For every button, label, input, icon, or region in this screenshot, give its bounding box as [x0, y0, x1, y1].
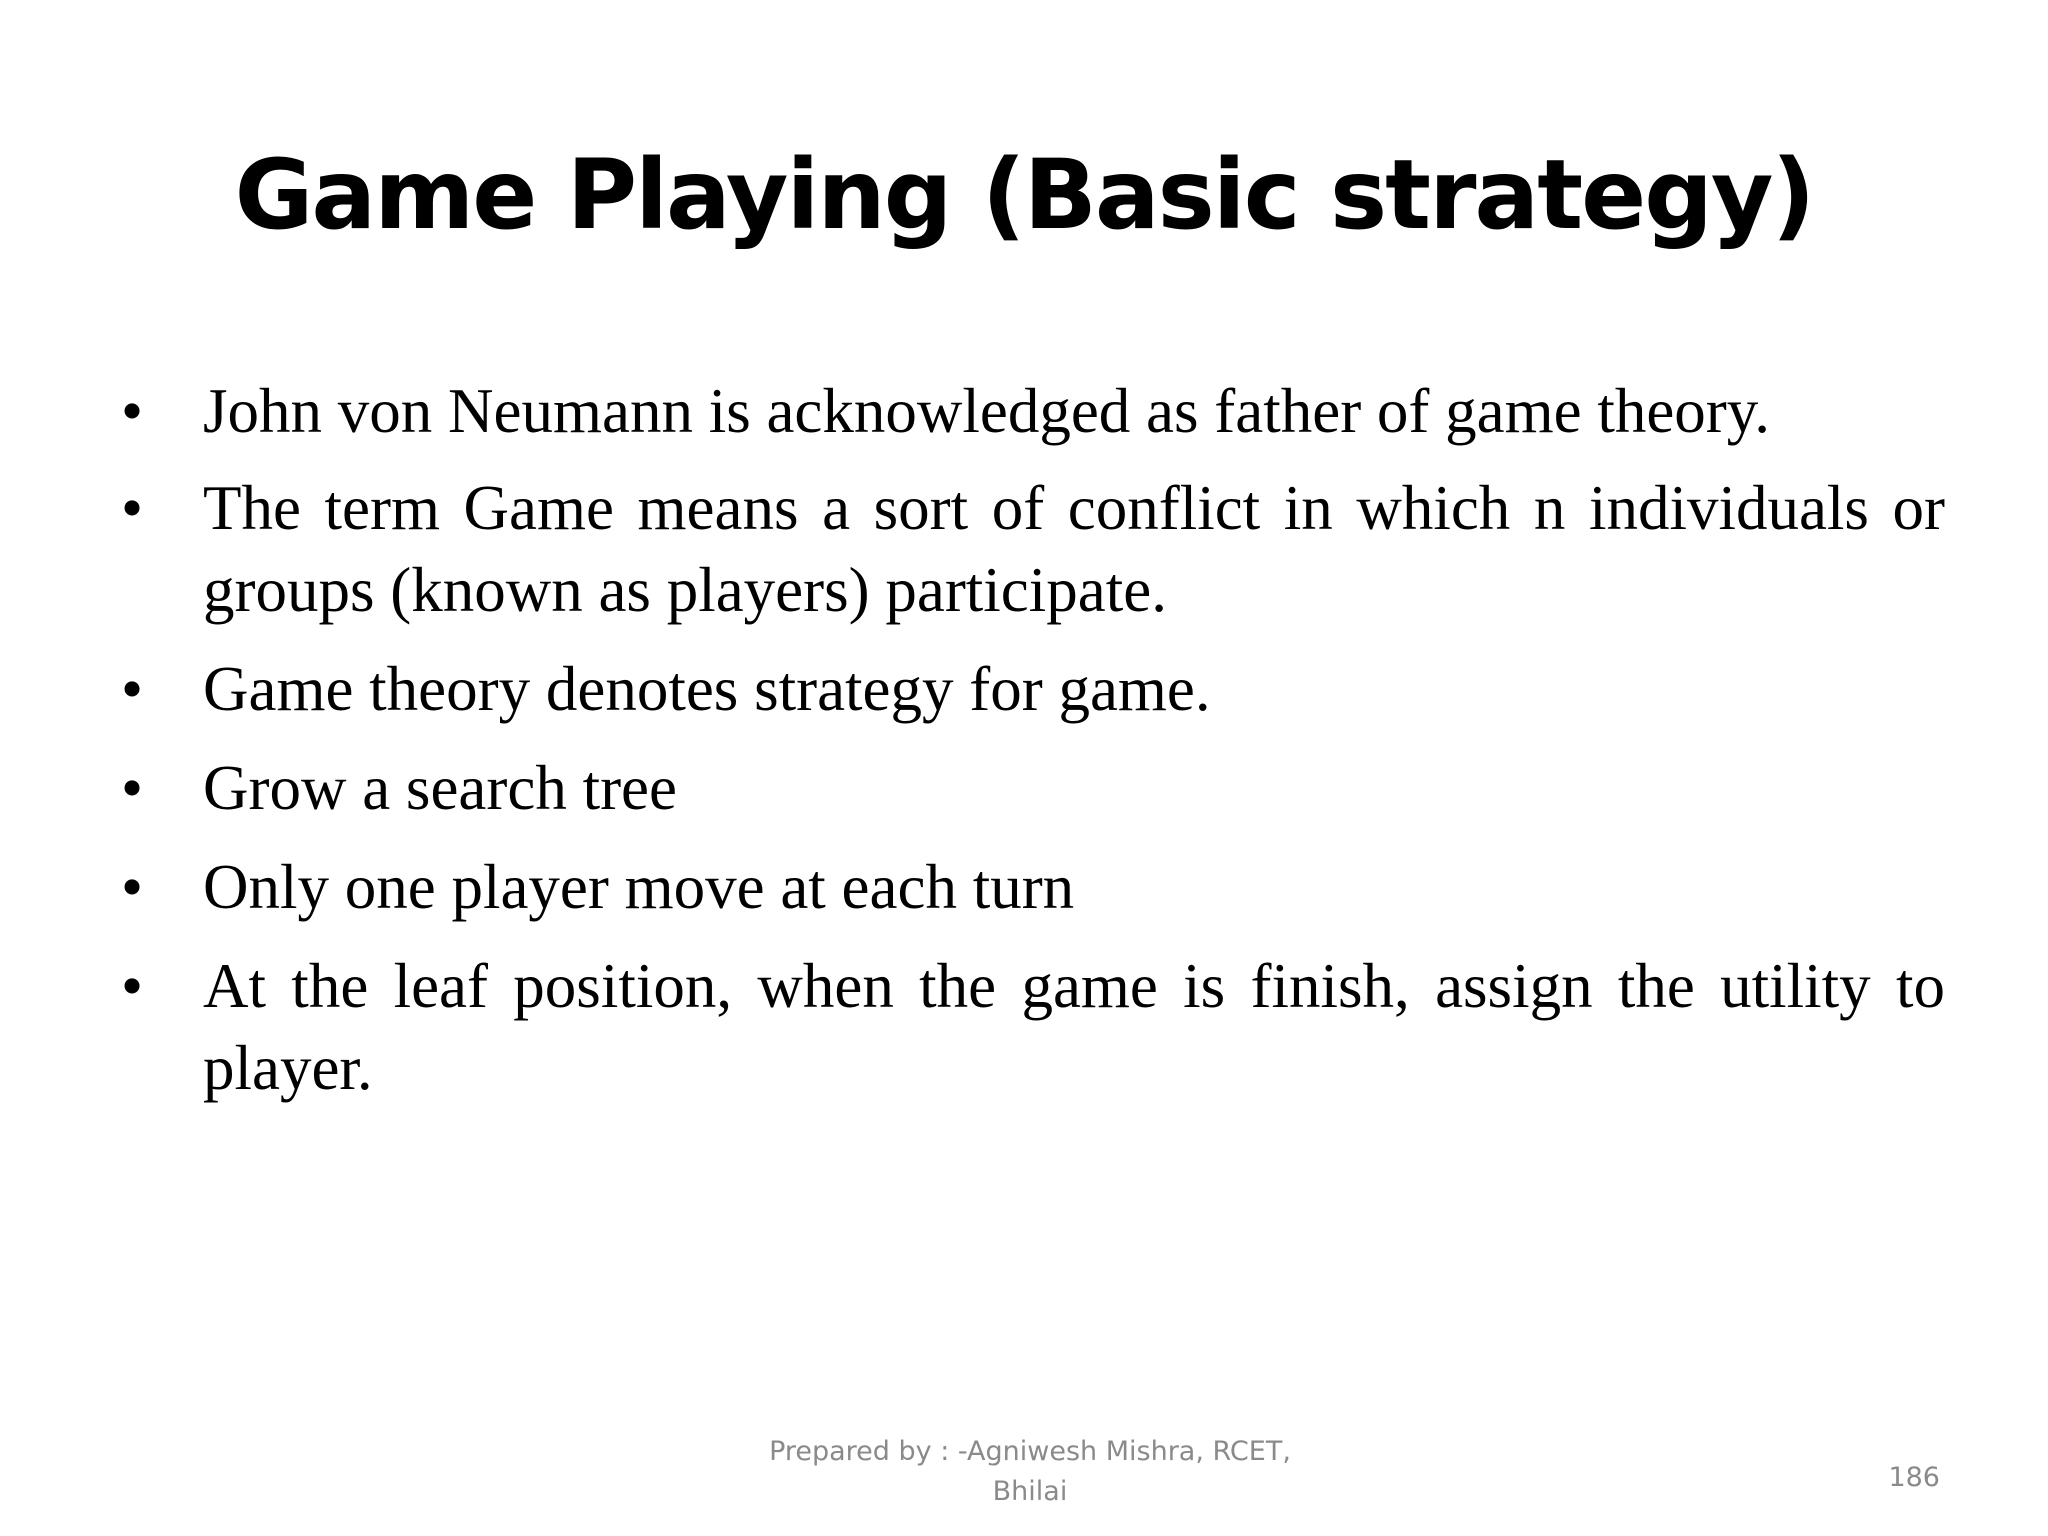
bullet-text: Only one player move at each turn [203, 852, 1075, 922]
bullet-marker: • [121, 852, 144, 922]
slide-title: Game Playing (Basic strategy) [234, 139, 1814, 251]
bullet-marker: • [121, 376, 144, 446]
bullet-marker: • [121, 654, 144, 724]
bullet-marker: • [121, 951, 144, 1021]
bullet-text: John von Neumann is acknowledged as father of game theory. [203, 376, 1770, 446]
bullet-text: Game theory denotes strategy for game. [203, 654, 1211, 724]
bullet-item [115, 648, 1945, 730]
bullet-item [115, 467, 1945, 631]
bullet-marker: • [121, 473, 144, 543]
bullet-text: The term Game means a sort of conflict in which n individuals or groups (known as players) participate. [203, 473, 1945, 625]
bullet-item [115, 846, 1945, 928]
page-number: 186 [1888, 1462, 1940, 1493]
bullet-item [115, 945, 1945, 1109]
bullet-text: At the leaf position, when the game is finish, assign the utility to player. [203, 951, 1945, 1103]
bullet-item [115, 747, 1945, 829]
bullet-marker: • [121, 753, 144, 823]
bullet-list [115, 370, 1945, 1109]
bullet-text: Grow a search tree [203, 753, 677, 823]
slide-footer: Prepared by : -Agniwesh Mishra, RCET, Bhilai [769, 1436, 1291, 1507]
bullet-item [115, 370, 1945, 452]
